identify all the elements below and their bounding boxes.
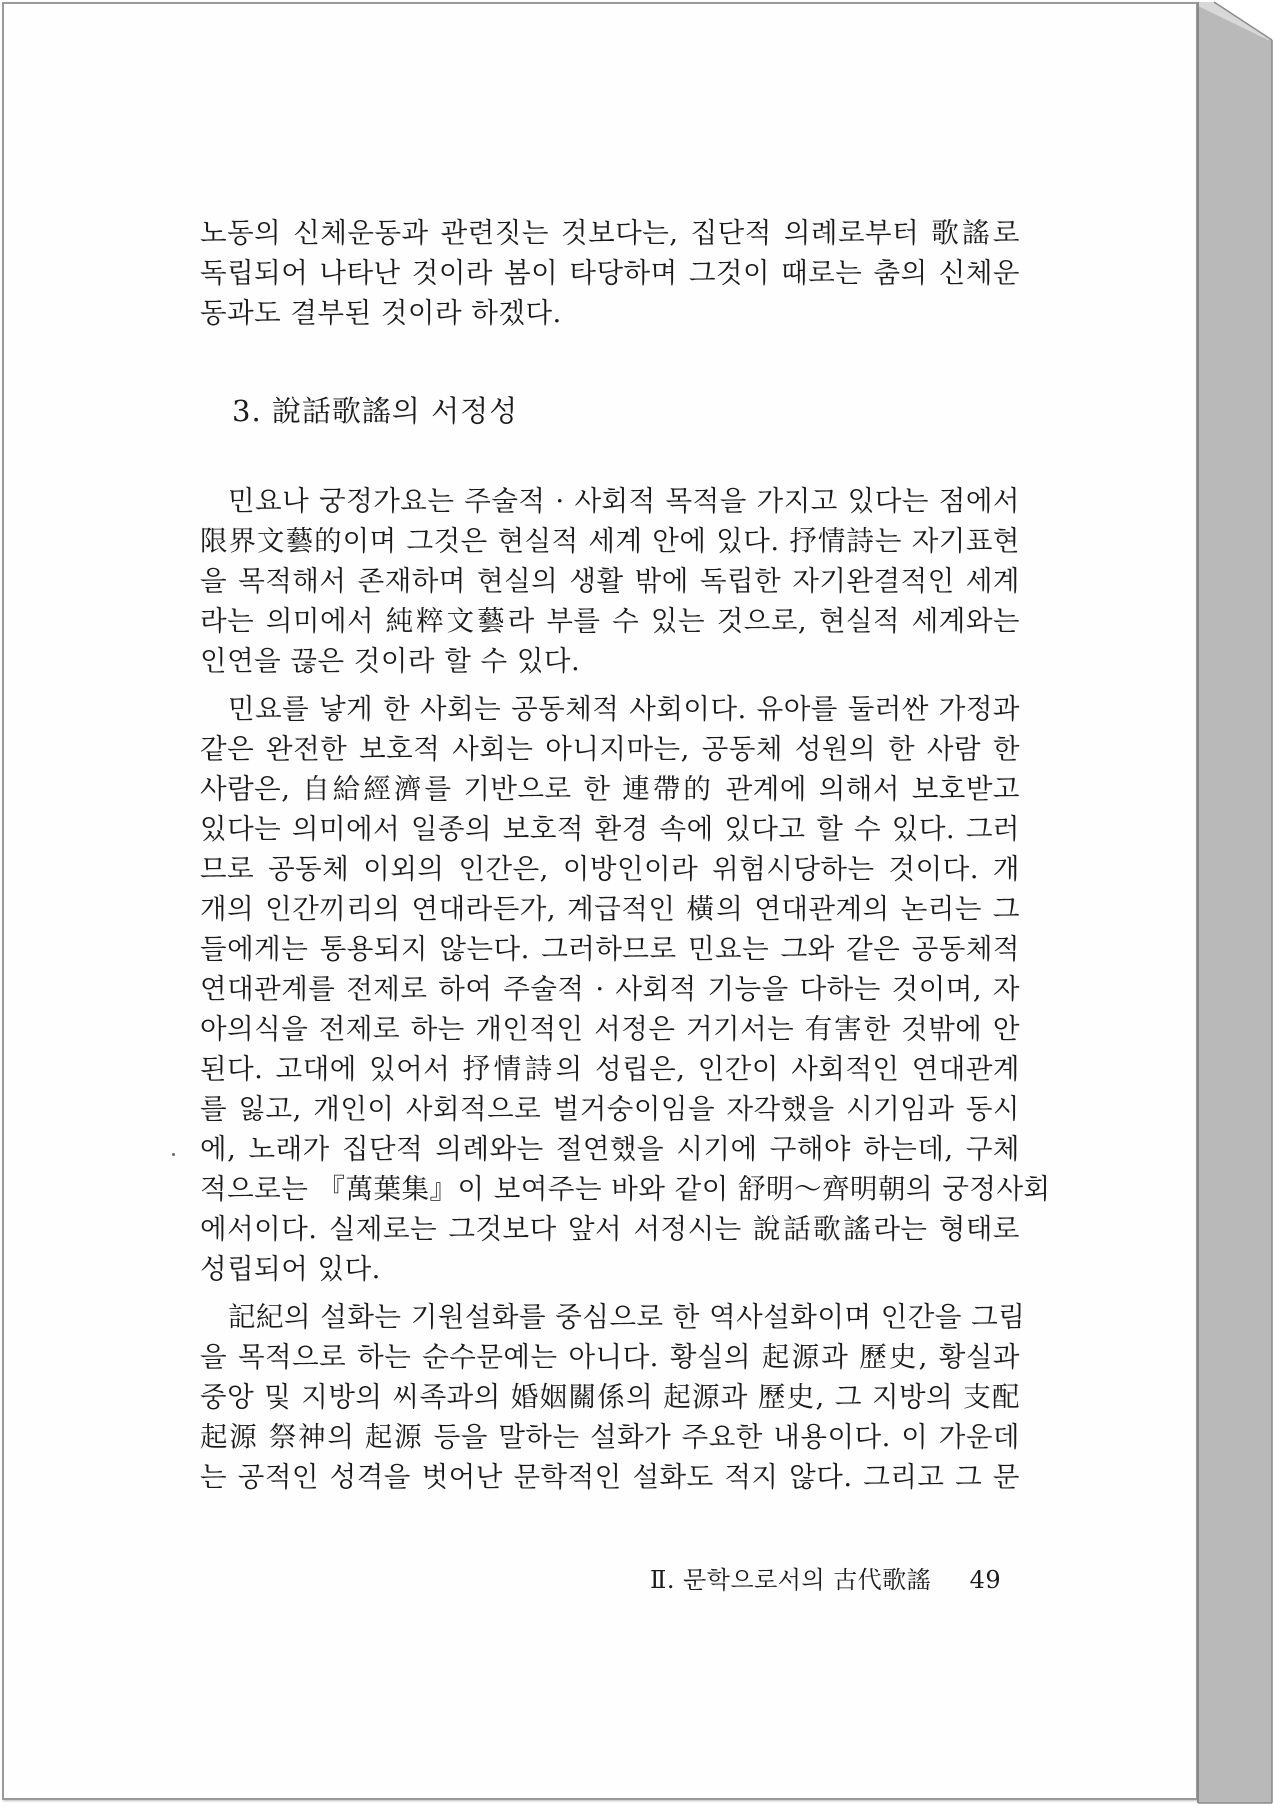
text-line: 을 목적해서 존재하며 현실의 생활 밖에 독립한 자기완결적인 세계 — [200, 565, 1020, 597]
text-line: 민요나 궁정가요는 주술적 · 사회적 목적을 가지고 있다는 점에서 — [228, 485, 1020, 517]
text-line: 限界文藝的이며 그것은 현실적 세계 안에 있다. 抒情詩는 자기표현 — [200, 525, 1020, 557]
text-line: 記紀의 설화는 기원설화를 중심으로 한 역사설화이며 인간을 그림 — [228, 1301, 1026, 1333]
text-line: 개의 인간끼리의 연대라든가, 계급적인 橫의 연대관계의 논리는 그 — [200, 893, 1020, 925]
text-line: 를 잃고, 개인이 사회적으로 벌거숭이임을 자각했을 시기임과 동시 — [200, 1093, 1020, 1125]
text-line: 라는 의미에서 純粹文藝라 부를 수 있는 것으로, 현실적 세계와는 — [200, 605, 1020, 637]
text-line: 같은 완전한 보호적 사회는 아니지마는, 공동체 성원의 한 사람 한 — [200, 733, 1020, 765]
text-line: 아의식을 전제로 하는 개인적인 서정은 거기서는 有害한 것밖에 안 — [200, 1013, 1020, 1045]
page-number: 49 — [969, 1566, 1002, 1594]
text-line: 는 공적인 성격을 벗어난 문학적인 설화도 적지 않다. 그리고 그 문 — [200, 1461, 1020, 1493]
text-line: 중앙 및 지방의 씨족과의 婚姻關係의 起源과 歷史, 그 지방의 支配 — [200, 1381, 1020, 1413]
section-heading: 3. 說話歌謠의 서정성 — [232, 394, 519, 428]
text-line: 있다는 의미에서 일종의 보호적 환경 속에 있다고 할 수 있다. 그러 — [200, 813, 1020, 845]
text-line: 므로 공동체 이외의 인간은, 이방인이라 위험시당하는 것이다. 개 — [200, 853, 1020, 885]
text-line: 에, 노래가 집단적 의례와는 절연했을 시기에 구해야 하는데, 구체 — [200, 1133, 1020, 1165]
text-line: 사람은, 自給經濟를 기반으로 한 連帶的 관계에 의해서 보호받고 — [200, 773, 1020, 805]
text-line: 동과도 결부된 것이라 하겠다. — [200, 297, 562, 329]
text-line: 민요를 낳게 한 사회는 공동체적 사회이다. 유아를 둘러싼 가정과 — [228, 693, 1020, 725]
page-footer — [650, 1564, 1001, 1596]
text-line: 독립되어 나타난 것이라 봄이 타당하며 그것이 때로는 춤의 신체운 — [200, 257, 1020, 289]
text-line: 에서이다. 실제로는 그것보다 앞서 서정시는 說話歌謠라는 형태로 — [200, 1213, 1020, 1245]
text-line: 성립되어 있다. — [200, 1253, 381, 1285]
text-line: 적으로는 『萬葉集』이 보여주는 바와 같이 舒明～齊明朝의 궁정사회 — [200, 1173, 1051, 1205]
running-title: Ⅱ. 문학으로서의 古代歌謠 — [650, 1566, 932, 1594]
text-line: 을 목적으로 하는 순수문예는 아니다. 황실의 起源과 歷史, 황실과 — [200, 1341, 1020, 1373]
text-line: 들에게는 통용되지 않는다. 그러하므로 민요는 그와 같은 공동체적 — [200, 933, 1020, 965]
text-line: 연대관계를 전제로 하여 주술적 · 사회적 기능을 다하는 것이며, 자 — [200, 973, 1020, 1005]
text-line: 인연을 끊은 것이라 할 수 있다. — [200, 645, 581, 677]
text-line: 노동의 신체운동과 관련짓는 것보다는, 집단적 의례로부터 歌謠로 — [200, 217, 1020, 249]
scan-speck — [172, 1153, 175, 1156]
text-line: 된다. 고대에 있어서 抒情詩의 성립은, 인간이 사회적인 연대관계 — [200, 1053, 1020, 1085]
text-line: 起源 祭神의 起源 등을 말하는 설화가 주요한 내용이다. 이 가운데 — [200, 1421, 1020, 1453]
